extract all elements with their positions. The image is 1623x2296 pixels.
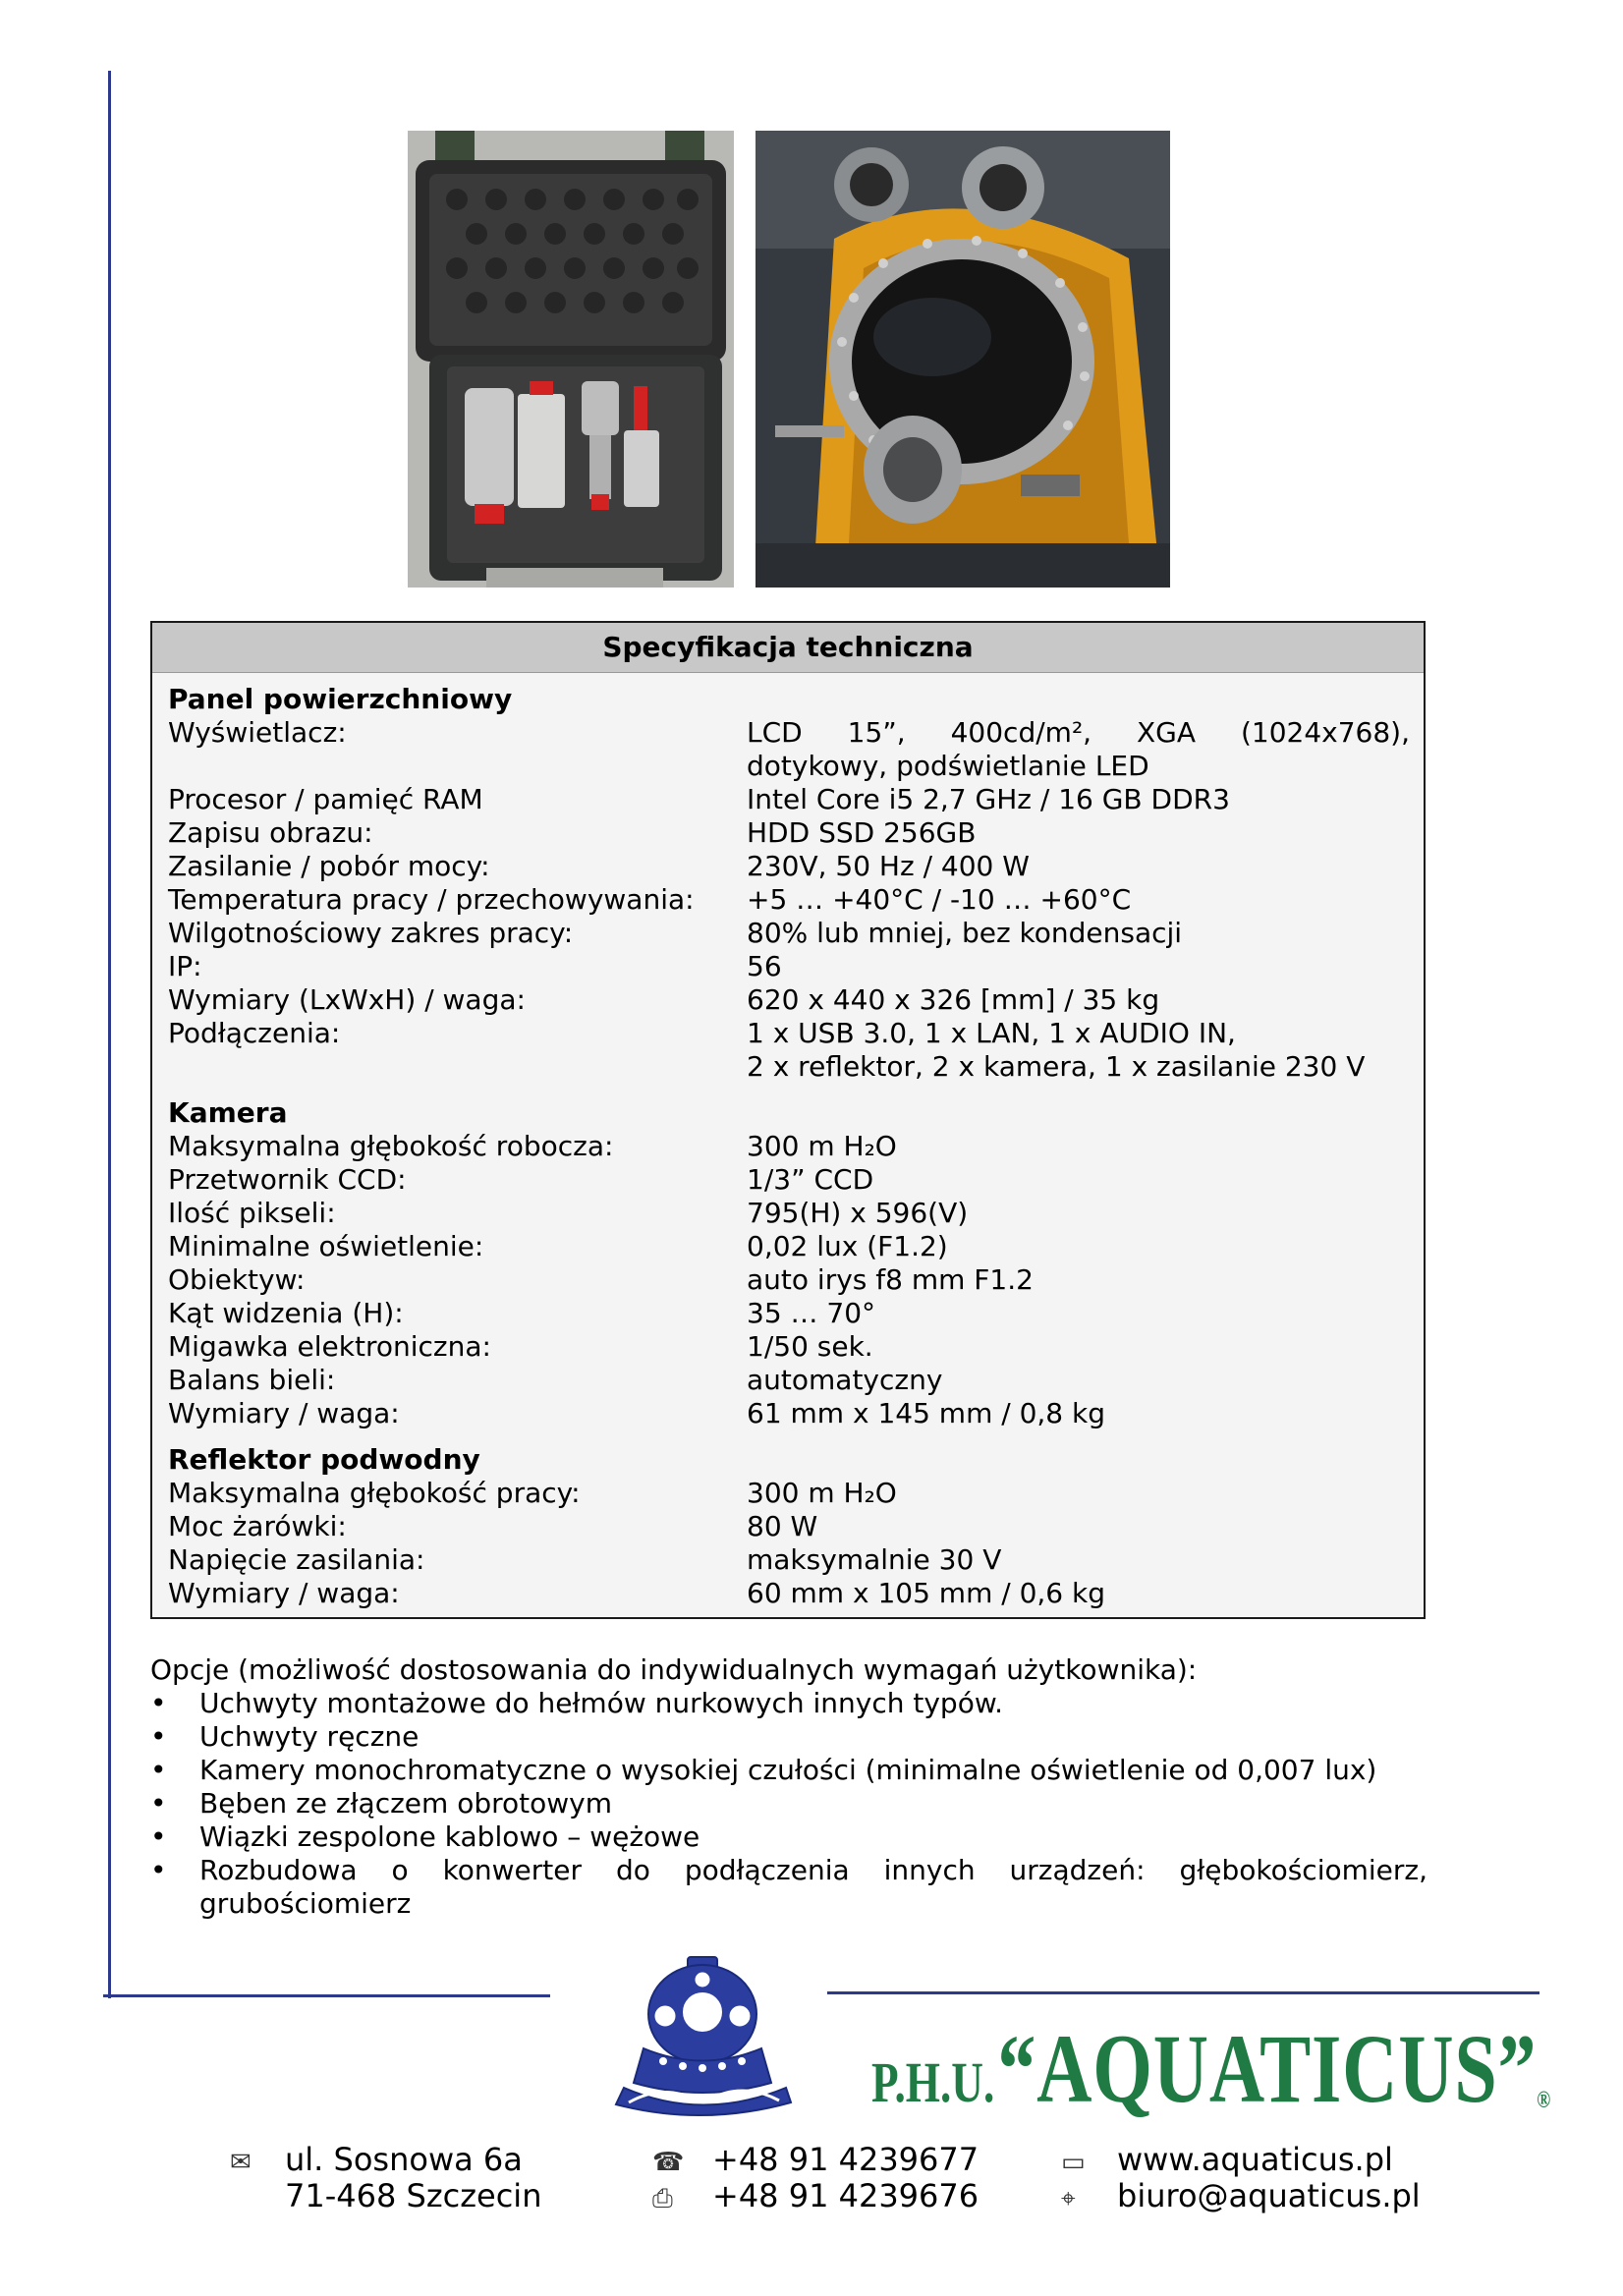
mouse-icon: ⌖ bbox=[1061, 2184, 1076, 2213]
spec-value: 795(H) x 596(V) bbox=[747, 1197, 969, 1229]
email-link[interactable]: biuro@aquaticus.pl bbox=[1117, 2177, 1421, 2214]
section-title-reflector: Reflektor podwodny bbox=[168, 1443, 480, 1476]
spec-label: Maksymalna głębokość robocza: bbox=[168, 1130, 614, 1162]
spec-row bbox=[168, 1577, 1410, 1610]
spec-label: Procesor / pamięć RAM bbox=[168, 783, 483, 815]
spec-label: Wyświetlacz: bbox=[168, 716, 347, 749]
fax-number[interactable]: +48 91 4239676 bbox=[712, 2177, 979, 2214]
spec-value: 620 x 440 x 326 [mm] / 35 kg bbox=[747, 983, 1160, 1016]
spec-value: 61 mm x 145 mm / 0,8 kg bbox=[747, 1397, 1105, 1429]
spec-label: Ilość pikseli: bbox=[168, 1197, 336, 1229]
spec-label: Wilgotnościowy zakres pracy: bbox=[168, 917, 574, 949]
spec-row bbox=[168, 983, 1410, 1017]
spec-label: Temperatura pracy / przechowywania: bbox=[168, 883, 695, 916]
spec-label: Balans bieli: bbox=[168, 1364, 336, 1396]
website-link[interactable]: www.aquaticus.pl bbox=[1117, 2141, 1393, 2178]
list-item: • Rozbudowa o konwerter do podłączenia innych urządzeń: głębokościomierz, grubościomierz bbox=[150, 1854, 1427, 1921]
spec-value: 1 x USB 3.0, 1 x LAN, 1 x AUDIO IN, bbox=[747, 1017, 1236, 1049]
spec-row bbox=[168, 816, 1410, 850]
spec-value: maksymalnie 30 V bbox=[747, 1543, 1002, 1576]
spec-row bbox=[168, 1163, 1410, 1197]
spec-row bbox=[168, 917, 1410, 950]
spec-row bbox=[168, 1297, 1410, 1330]
spec-value: HDD SSD 256GB bbox=[747, 816, 977, 849]
address-city: 71-468 Szczecin bbox=[285, 2177, 542, 2214]
brand-phu: P.H.U. bbox=[871, 2050, 995, 2114]
spec-label: IP: bbox=[168, 950, 202, 982]
spec-value: 80% lub mniej, bez kondensacji bbox=[747, 917, 1183, 949]
footer-rule-left bbox=[103, 1994, 550, 1997]
spec-value: Intel Core i5 2,7 GHz / 16 GB DDR3 bbox=[747, 783, 1230, 815]
address-street: ul. Sosnowa 6a bbox=[285, 2141, 523, 2178]
spec-value: auto irys f8 mm F1.2 bbox=[747, 1263, 1034, 1296]
phone-number[interactable]: +48 91 4239677 bbox=[712, 2141, 979, 2178]
options-list bbox=[150, 1687, 1427, 1921]
spec-row bbox=[168, 1197, 1410, 1230]
spec-label: Napięcie zasilania: bbox=[168, 1543, 425, 1576]
spec-value: 56 bbox=[747, 950, 782, 982]
spec-row bbox=[168, 1510, 1410, 1543]
spec-value: 35 … 70° bbox=[747, 1297, 876, 1329]
spec-row bbox=[168, 950, 1410, 983]
envelope-icon: ✉ bbox=[230, 2148, 252, 2177]
spec-row bbox=[168, 1017, 1410, 1050]
section-title-camera: Kamera bbox=[168, 1096, 288, 1129]
spec-value: automatyczny bbox=[747, 1364, 943, 1396]
spec-row bbox=[168, 1050, 1410, 1084]
list-item: • Uchwyty ręczne bbox=[150, 1720, 1427, 1754]
phone-icon: ☎ bbox=[652, 2148, 685, 2177]
spec-label: Maksymalna głębokość pracy: bbox=[168, 1477, 581, 1509]
spec-table bbox=[150, 621, 1426, 1619]
spec-row bbox=[168, 716, 1410, 783]
spec-value: 300 m H₂O bbox=[747, 1477, 897, 1509]
photo-equipment-case bbox=[408, 131, 734, 588]
spec-label: Kąt widzenia (H): bbox=[168, 1297, 404, 1329]
list-item: • Wiązki zespolone kablowo – wężowe bbox=[150, 1820, 1427, 1854]
spec-row bbox=[168, 783, 1410, 816]
left-margin-rule bbox=[108, 71, 111, 1998]
spec-label: Zasilanie / pobór mocy: bbox=[168, 850, 490, 882]
spec-label: Migawka elektroniczna: bbox=[168, 1330, 491, 1363]
spec-table-title: Specyfikacja techniczna bbox=[152, 623, 1424, 673]
brand-name: “AQUATICUS” bbox=[997, 2014, 1538, 2123]
spec-row bbox=[168, 1364, 1410, 1397]
footer-rule-right bbox=[827, 1991, 1539, 1994]
spec-value: 2 x reflektor, 2 x kamera, 1 x zasilanie 230 V bbox=[747, 1050, 1366, 1083]
contact-phones bbox=[712, 2142, 979, 2214]
diving-helmet-logo bbox=[604, 1955, 801, 2122]
list-item: • Kamery monochromatyczne o wysokiej czułości (minimalne oświetlenie od 0,007 lux) bbox=[150, 1754, 1427, 1787]
spec-label: Wymiary (LxWxH) / waga: bbox=[168, 983, 526, 1016]
spec-label: Zapisu obrazu: bbox=[168, 816, 373, 849]
spec-label: Podłączenia: bbox=[168, 1017, 341, 1049]
spec-row bbox=[168, 1330, 1410, 1364]
spec-value: 300 m H₂O bbox=[747, 1130, 897, 1162]
spec-label: Wymiary / waga: bbox=[168, 1577, 400, 1609]
spec-row bbox=[168, 883, 1410, 917]
spec-value: LCD 15”, 400cd/m², XGA (1024x768), dotykowy, podświetlanie LED bbox=[747, 716, 1410, 782]
spec-row bbox=[168, 1263, 1410, 1297]
spec-value: 230V, 50 Hz / 400 W bbox=[747, 850, 1030, 882]
spec-row bbox=[168, 850, 1410, 883]
spec-value: 80 W bbox=[747, 1510, 818, 1542]
spec-value: 1/50 sek. bbox=[747, 1330, 873, 1363]
list-item: • Bęben ze złączem obrotowym bbox=[150, 1787, 1427, 1820]
fax-icon: ⎙ bbox=[652, 2184, 673, 2213]
spec-value: +5 … +40°C / -10 … +60°C bbox=[747, 883, 1132, 916]
spec-value: 0,02 lux (F1.2) bbox=[747, 1230, 948, 1262]
options-section bbox=[150, 1653, 1427, 1921]
company-name-logo bbox=[871, 2012, 1550, 2125]
brand-registered-mark: ® bbox=[1537, 2088, 1551, 2113]
contact-address bbox=[285, 2142, 541, 2214]
spec-row bbox=[168, 1543, 1410, 1577]
photo-diving-helmet bbox=[756, 131, 1170, 588]
section-title-panel: Panel powierzchniowy bbox=[168, 683, 513, 715]
spec-label: Wymiary / waga: bbox=[168, 1397, 400, 1429]
spec-row bbox=[168, 1477, 1410, 1510]
spec-row bbox=[168, 1230, 1410, 1263]
spec-label bbox=[168, 1050, 747, 1084]
contact-web bbox=[1117, 2142, 1421, 2214]
spec-label: Moc żarówki: bbox=[168, 1510, 347, 1542]
spec-label: Obiektyw: bbox=[168, 1263, 306, 1296]
spec-value: 60 mm x 105 mm / 0,6 kg bbox=[747, 1577, 1105, 1609]
spec-label: Przetwornik CCD: bbox=[168, 1163, 407, 1196]
spec-value: 1/3” CCD bbox=[747, 1163, 874, 1196]
list-item: • Uchwyty montażowe do hełmów nurkowych innych typów. bbox=[150, 1687, 1427, 1720]
computer-icon: ▭ bbox=[1061, 2148, 1086, 2177]
spec-label: Minimalne oświetlenie: bbox=[168, 1230, 484, 1262]
spec-row bbox=[168, 1130, 1410, 1163]
options-intro: Opcje (możliwość dostosowania do indywidualnych wymagań użytkownika): bbox=[150, 1653, 1198, 1686]
spec-row bbox=[168, 1397, 1410, 1430]
